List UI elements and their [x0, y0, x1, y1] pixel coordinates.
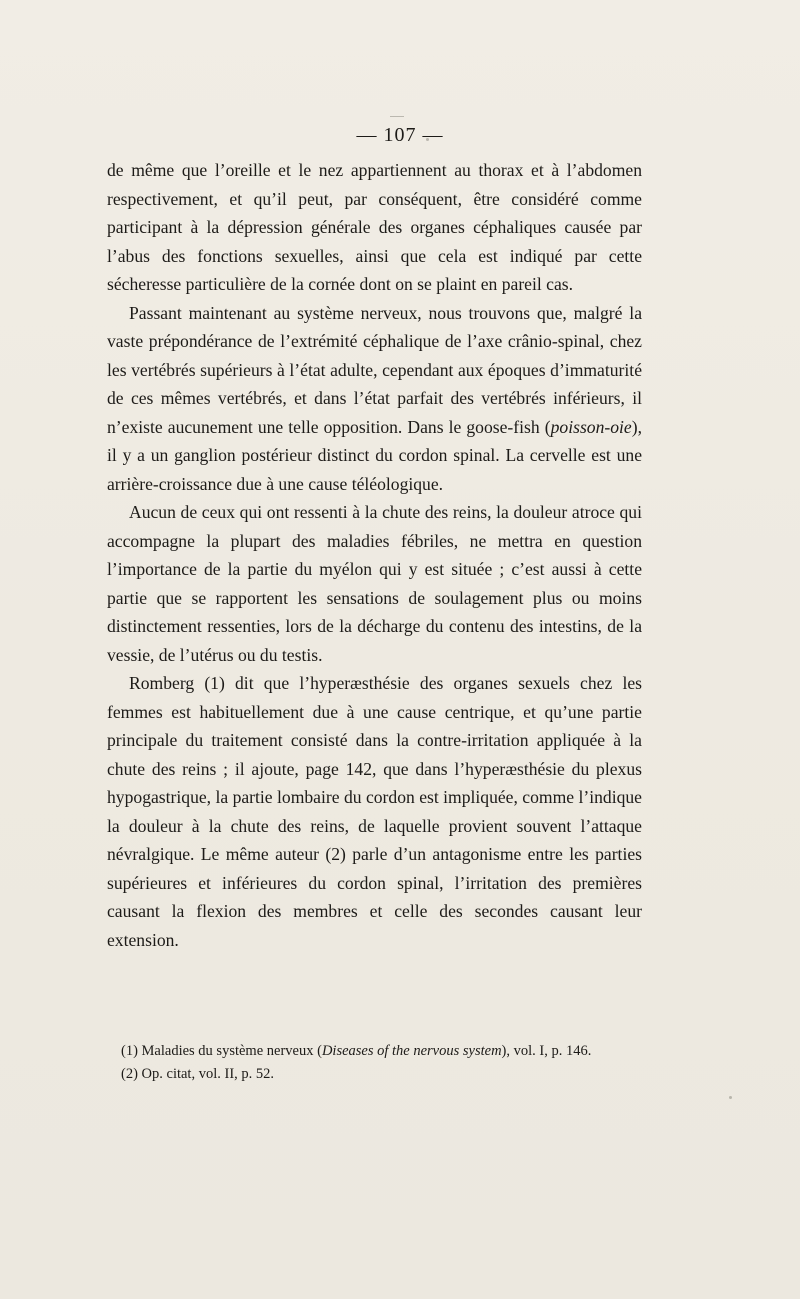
paragraph-3: Aucun de ceux qui ont ressenti à la chute des reins, la douleur atroce qui accompagne la plupart des maladies fébriles, ne mettra en question l’importance de la partie du myélon qui y est située ; c’est aussi à cette partie que se rapportent les sensations de soulagement plus ou moins distinctement ressenties, lors de la décharge du contenu des intestins, de la vessie, de l’utérus ou du testis.	[107, 502, 642, 665]
paper-speck	[390, 116, 404, 117]
footnote-1-after: ), vol. I, p. 146.	[501, 1043, 592, 1059]
footnotes	[107, 1040, 642, 1086]
paragraph-2-after: ), il y a un ganglion postérieur distinct du cordon spinal. La cervelle est une arrière-croissance due à une cause téléologique.	[107, 416, 642, 494]
footnote-2: (2) Op. citat, vol. II, p. 52.	[121, 1066, 275, 1082]
footnote-1-italic: Diseases of the nervous system	[321, 1043, 502, 1059]
paragraph-4: Romberg (1) dit que l’hyperæsthésie des organes sexuels chez les femmes est habituellement due à une cause centrique, et qu’une partie principale du traitement consisté dans la contre-irritation appliquée à la chute des reins ; il ajoute, page 142, que dans l’hyperæsthésie du plexus hypogastrique, la partie lombaire du cordon est impliquée, comme l’indique la douleur à la chute des reins, de laquelle provient souvent l’attaque névralgique. Le même auteur (2) parle d’un antagonisme entre les parties supérieures et inférieures du cordon spinal, l’irritation des premières causant la flexion des membres et celle des secondes causant leur extension.	[107, 673, 642, 950]
page-number: — 107 —	[356, 124, 444, 146]
paragraph-1: de même que l’oreille et le nez appartiennent au thorax et à l’abdomen respectivement, et qu’il peut, par conséquent, être considéré comme participant à la dépression générale des organes céphaliques causée par l’abus des fonctions sexuelles, ainsi que cela est indiqué par cette sécheresse particulière de la cornée dont on se plaint en pareil cas.	[107, 160, 642, 294]
paragraph-2-before: Passant maintenant au système nerveux, nous trouvons que, malgré la vaste prépondérance de l’extrémité céphalique de l’axe crânio-spinal, chez les vertébrés supérieurs à l’état adulte, cependant aux époques d’immaturité de ces mêmes vertébrés, et dans l’état parfait des vertébrés inférieurs, il n’existe aucunement une telle opposition. Dans le goose-fish (	[107, 302, 642, 437]
footnote-1	[107, 1040, 642, 1063]
paragraph-2	[107, 299, 642, 499]
main-text	[107, 156, 642, 954]
paragraph-2-italic: poisson-oie	[550, 416, 632, 437]
paper-speck	[729, 1096, 732, 1099]
footnote-1-before: (1) Maladies du système nerveux (	[121, 1043, 322, 1059]
